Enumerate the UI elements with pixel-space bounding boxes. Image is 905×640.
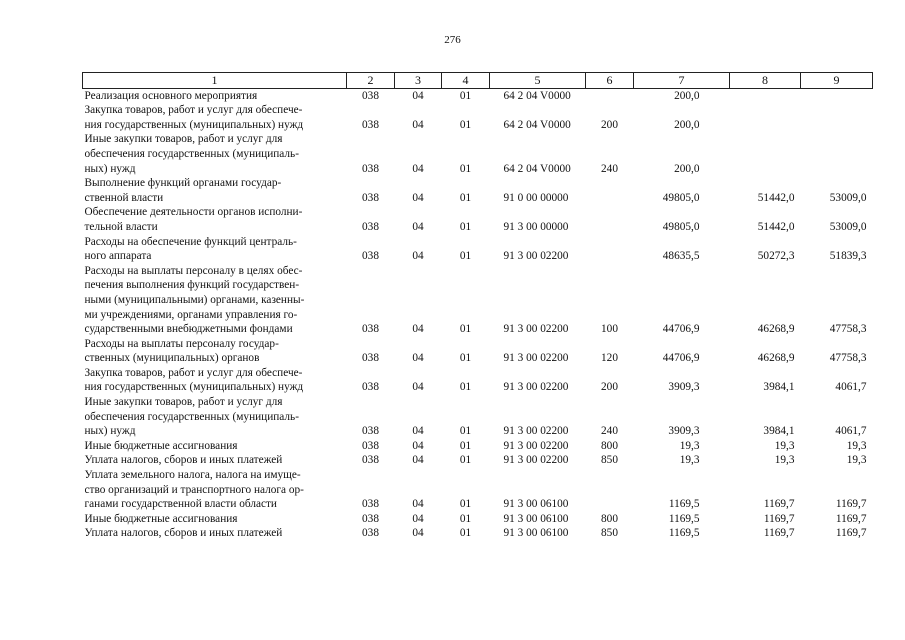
column-header: 8 xyxy=(730,73,801,89)
cell-expense-type: 200 xyxy=(601,381,618,394)
cell-section: 04 xyxy=(412,439,424,452)
description-line: ство организаций и транспортного налога ор- xyxy=(84,483,304,496)
cell-description xyxy=(83,235,347,264)
cell-expense-type: 240 xyxy=(601,162,618,175)
cell-section: 04 xyxy=(412,381,424,394)
cell-amount-year2: 1169,7 xyxy=(763,512,795,525)
cell-description xyxy=(83,264,347,337)
cell-amount-year1: 200,0 xyxy=(674,162,700,175)
cell-amount-year1: 200,0 xyxy=(674,118,700,131)
cell-amount-year1: 1169,5 xyxy=(668,512,700,525)
column-header: 1 xyxy=(83,73,347,89)
cell-expense-type: 800 xyxy=(601,439,618,452)
cell-amount-year1: 200,0 xyxy=(674,89,700,102)
column-header: 4 xyxy=(442,73,490,89)
cell-section: 04 xyxy=(412,498,424,511)
description-line: Расходы на обеспечение функций централь- xyxy=(84,235,297,248)
cell-section: 04 xyxy=(412,250,424,263)
column-header: 2 xyxy=(347,73,395,89)
cell-subsection: 01 xyxy=(459,162,472,175)
cell-admin-code: 038 xyxy=(362,439,379,452)
cell-target-article: 91 0 00 00000 xyxy=(503,191,569,204)
cell-admin-code: 038 xyxy=(362,527,379,540)
description-line: Уплата налогов, сборов и иных платежей xyxy=(84,527,283,540)
cell-amount-year2: 50272,3 xyxy=(757,250,795,263)
description-line: Расходы на выплаты персоналу государ- xyxy=(84,337,279,350)
cell-amount-year2: 19,3 xyxy=(774,454,795,467)
cell-amount-year1: 19,3 xyxy=(679,454,700,467)
cell-admin-code: 038 xyxy=(362,352,379,365)
description-line: ганами государственной власти области xyxy=(84,498,277,511)
cell-amount-year3: 47758,3 xyxy=(829,352,867,365)
cell-target-article: 91 3 00 02200 xyxy=(503,381,569,394)
cell-section: 04 xyxy=(412,191,424,204)
cell-expense-type xyxy=(586,88,634,103)
cell-description xyxy=(83,103,347,132)
cell-admin-code: 038 xyxy=(362,191,379,204)
description-line: ственных (муниципальных) органов xyxy=(84,352,260,365)
table-row xyxy=(83,526,873,541)
table-row xyxy=(83,132,873,176)
cell-amount-year1: 3909,3 xyxy=(668,425,700,438)
cell-description xyxy=(83,132,347,176)
cell-section: 04 xyxy=(412,527,424,540)
cell-amount-year1: 19,3 xyxy=(679,439,700,452)
cell-description xyxy=(83,366,347,395)
cell-amount-year3: 19,3 xyxy=(846,454,867,467)
cell-subsection: 01 xyxy=(459,498,472,511)
description-line: ного аппарата xyxy=(84,250,152,263)
cell-amount-year3: 19,3 xyxy=(846,439,867,452)
cell-description xyxy=(83,468,347,512)
cell-expense-type xyxy=(586,235,634,264)
cell-section: 04 xyxy=(412,89,424,102)
description-line: сударственными внебюджетными фондами xyxy=(84,323,293,336)
cell-description xyxy=(83,176,347,205)
description-line: Уплата земельного налога, налога на имуще- xyxy=(84,469,301,482)
cell-amount-year3: 4061,7 xyxy=(835,381,867,394)
cell-section: 04 xyxy=(412,162,424,175)
cell-target-article: 91 3 00 02200 xyxy=(503,425,569,438)
cell-target-article: 91 3 00 02200 xyxy=(503,323,569,336)
cell-expense-type xyxy=(586,205,634,234)
cell-expense-type: 200 xyxy=(601,118,618,131)
cell-amount-year3 xyxy=(801,132,873,176)
cell-target-article: 91 3 00 02200 xyxy=(503,439,569,452)
cell-amount-year3: 53009,0 xyxy=(829,220,867,233)
cell-admin-code: 038 xyxy=(362,323,379,336)
cell-expense-type: 240 xyxy=(601,425,618,438)
cell-target-article: 91 3 00 02200 xyxy=(503,250,569,263)
cell-description xyxy=(83,439,347,454)
cell-amount-year3: 1169,7 xyxy=(835,498,867,511)
table-row xyxy=(83,88,873,103)
cell-target-article: 64 2 04 V0000 xyxy=(503,162,571,175)
description-line: Закупка товаров, работ и услуг для обеспече- xyxy=(84,104,303,117)
cell-target-article: 91 3 00 06100 xyxy=(503,512,569,525)
description-line: обеспечения государственных (муниципаль- xyxy=(84,410,299,423)
cell-amount-year3: 53009,0 xyxy=(829,191,867,204)
description-line: ными (муниципальными) органами, казенны- xyxy=(84,293,305,306)
column-header: 3 xyxy=(395,73,442,89)
cell-amount-year2: 51442,0 xyxy=(757,191,795,204)
cell-description xyxy=(83,453,347,468)
description-line: Иные закупки товаров, работ и услуг для xyxy=(84,133,283,146)
description-line: ми учреждениями, органами управления го- xyxy=(84,308,298,321)
budget-table xyxy=(82,72,873,541)
cell-subsection: 01 xyxy=(459,527,472,540)
cell-section: 04 xyxy=(412,454,424,467)
description-line: Выполнение функций органами государ- xyxy=(84,177,282,190)
table-row xyxy=(83,366,873,395)
description-line: тельной власти xyxy=(84,220,158,233)
table-row xyxy=(83,395,873,439)
cell-amount-year1: 49805,0 xyxy=(662,220,700,233)
cell-amount-year2: 46268,9 xyxy=(757,323,795,336)
cell-target-article: 91 3 00 02200 xyxy=(503,352,569,365)
cell-description xyxy=(83,395,347,439)
cell-expense-type: 120 xyxy=(601,352,618,365)
description-line: ственной власти xyxy=(84,191,164,204)
cell-expense-type: 800 xyxy=(601,512,618,525)
cell-admin-code: 038 xyxy=(362,381,379,394)
table-row xyxy=(83,468,873,512)
cell-target-article: 91 3 00 02200 xyxy=(503,454,569,467)
cell-admin-code: 038 xyxy=(362,512,379,525)
cell-amount-year1: 49805,0 xyxy=(662,191,700,204)
description-line: Расходы на выплаты персоналу в целях обес- xyxy=(84,264,303,277)
cell-amount-year2: 46268,9 xyxy=(757,352,795,365)
cell-subsection: 01 xyxy=(459,220,472,233)
table-row xyxy=(83,337,873,366)
cell-expense-type: 100 xyxy=(601,323,618,336)
cell-section: 04 xyxy=(412,220,424,233)
cell-subsection: 01 xyxy=(459,118,472,131)
cell-section: 04 xyxy=(412,352,424,365)
table-row xyxy=(83,103,873,132)
description-line: Обеспечение деятельности органов исполни- xyxy=(84,206,303,219)
cell-amount-year2: 51442,0 xyxy=(757,220,795,233)
description-line: ных) нужд xyxy=(84,162,136,175)
cell-subsection: 01 xyxy=(459,381,472,394)
description-line: Уплата налогов, сборов и иных платежей xyxy=(84,454,283,467)
cell-amount-year3: 51839,3 xyxy=(829,250,867,263)
cell-amount-year1: 1169,5 xyxy=(668,527,700,540)
cell-section: 04 xyxy=(412,512,424,525)
cell-admin-code: 038 xyxy=(362,162,379,175)
table-row xyxy=(83,439,873,454)
description-line: Реализация основного мероприятия xyxy=(84,89,258,102)
cell-amount-year3 xyxy=(801,88,873,103)
table-row xyxy=(83,512,873,527)
description-line: печения выполнения функций государствен- xyxy=(84,279,300,292)
cell-section: 04 xyxy=(412,425,424,438)
cell-admin-code: 038 xyxy=(362,425,379,438)
cell-admin-code: 038 xyxy=(362,118,379,131)
cell-admin-code: 038 xyxy=(362,454,379,467)
description-line: Иные бюджетные ассигнования xyxy=(84,439,238,452)
column-header: 9 xyxy=(801,73,873,89)
cell-amount-year1: 44706,9 xyxy=(662,352,700,365)
description-line: ных) нужд xyxy=(84,425,136,438)
cell-subsection: 01 xyxy=(459,89,472,102)
cell-amount-year3: 1169,7 xyxy=(835,512,867,525)
cell-subsection: 01 xyxy=(459,250,472,263)
cell-subsection: 01 xyxy=(459,454,472,467)
cell-description xyxy=(83,526,347,541)
cell-amount-year2 xyxy=(730,103,801,132)
cell-subsection: 01 xyxy=(459,191,472,204)
cell-amount-year2: 3984,1 xyxy=(763,381,795,394)
cell-subsection: 01 xyxy=(459,352,472,365)
cell-expense-type: 850 xyxy=(601,527,618,540)
table-row xyxy=(83,205,873,234)
description-line: Иные закупки товаров, работ и услуг для xyxy=(84,396,283,409)
cell-amount-year2: 19,3 xyxy=(774,439,795,452)
cell-amount-year1: 44706,9 xyxy=(662,323,700,336)
column-header: 7 xyxy=(634,73,730,89)
cell-admin-code: 038 xyxy=(362,89,379,102)
cell-description xyxy=(83,205,347,234)
cell-amount-year2: 3984,1 xyxy=(763,425,795,438)
description-line: обеспечения государственных (муниципаль- xyxy=(84,147,299,160)
cell-target-article: 91 3 00 00000 xyxy=(503,220,569,233)
page-number: 276 xyxy=(444,34,461,46)
description-line: ния государственных (муниципальных) нужд xyxy=(84,118,304,131)
cell-amount-year3: 1169,7 xyxy=(835,527,867,540)
cell-subsection: 01 xyxy=(459,439,472,452)
column-header: 5 xyxy=(490,73,586,89)
cell-admin-code: 038 xyxy=(362,250,379,263)
table-row xyxy=(83,264,873,337)
cell-expense-type: 850 xyxy=(601,454,618,467)
cell-description xyxy=(83,88,347,103)
cell-amount-year1: 3909,3 xyxy=(668,381,700,394)
description-line: ния государственных (муниципальных) нужд xyxy=(84,381,304,394)
cell-subsection: 01 xyxy=(459,512,472,525)
cell-amount-year3: 4061,7 xyxy=(835,425,867,438)
cell-target-article: 91 3 00 06100 xyxy=(503,498,569,511)
cell-subsection: 01 xyxy=(459,425,472,438)
cell-admin-code: 038 xyxy=(362,220,379,233)
cell-amount-year3: 47758,3 xyxy=(829,323,867,336)
table-row xyxy=(83,176,873,205)
description-line: Закупка товаров, работ и услуг для обеспече- xyxy=(84,366,303,379)
cell-amount-year2 xyxy=(730,88,801,103)
cell-amount-year2: 1169,7 xyxy=(763,498,795,511)
column-header: 6 xyxy=(586,73,634,89)
cell-expense-type xyxy=(586,176,634,205)
cell-admin-code: 038 xyxy=(362,498,379,511)
table-row xyxy=(83,235,873,264)
cell-amount-year1: 48635,5 xyxy=(662,250,700,263)
table-row xyxy=(83,453,873,468)
cell-amount-year2: 1169,7 xyxy=(763,527,795,540)
cell-amount-year1: 1169,5 xyxy=(668,498,700,511)
cell-amount-year3 xyxy=(801,103,873,132)
cell-section: 04 xyxy=(412,323,424,336)
cell-target-article: 91 3 00 06100 xyxy=(503,527,569,540)
table-body xyxy=(83,88,873,541)
cell-expense-type xyxy=(586,468,634,512)
cell-description xyxy=(83,512,347,527)
table-header-row xyxy=(83,73,873,89)
cell-target-article: 64 2 04 V0000 xyxy=(503,89,571,102)
cell-amount-year2 xyxy=(730,132,801,176)
cell-target-article: 64 2 04 V0000 xyxy=(503,118,571,131)
description-line: Иные бюджетные ассигнования xyxy=(84,512,238,525)
cell-subsection: 01 xyxy=(459,323,472,336)
cell-description xyxy=(83,337,347,366)
cell-section: 04 xyxy=(412,118,424,131)
